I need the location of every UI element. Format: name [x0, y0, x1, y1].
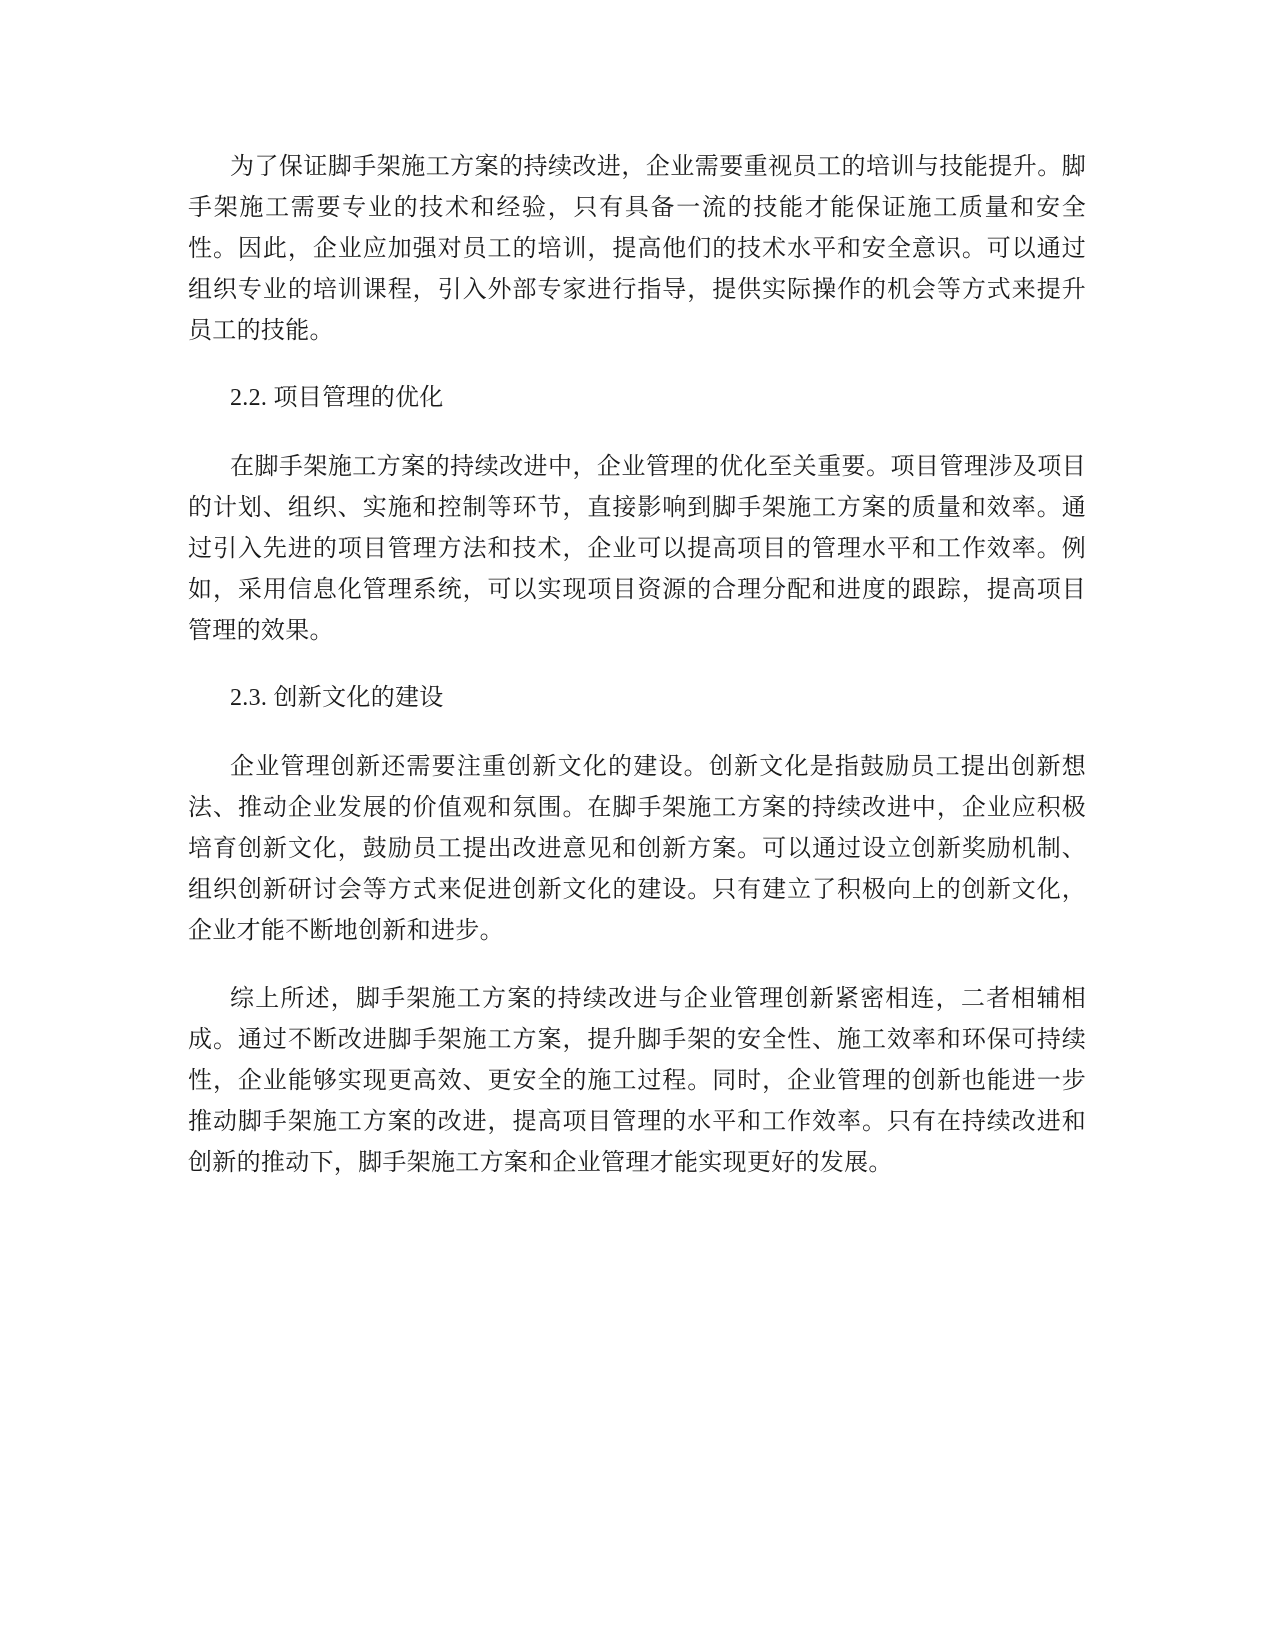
body-paragraph-project-management: 在脚手架施工方案的持续改进中，企业管理的优化至关重要。项目管理涉及项目的计划、组织、实施和控制等环节，直接影响到脚手架施工方案的质量和效率。通过引入先进的项目管理方法和技术，企业可以提高项目的管理水平和工作效率。例如，采用信息化管理系统，可以实现项目资源的合理分配和进度的跟踪，提高项目管理的效果。 — [188, 452, 1086, 644]
body-paragraph-innovation-culture: 企业管理创新还需要注重创新文化的建设。创新文化是指鼓励员工提出创新想法、推动企业发展的价值观和氛围。在脚手架施工方案的持续改进中，企业应积极培育创新文化，鼓励员工提出改进意见和创新方案。可以通过设立创新奖励机制、组织创新研讨会等方式来促进创新文化的建设。只有建立了积极向上的创新文化，企业才能不断地创新和进步。 — [188, 752, 1086, 944]
body-paragraph-conclusion: 综上所述，脚手架施工方案的持续改进与企业管理创新紧密相连，二者相辅相成。通过不断改进脚手架施工方案，提升脚手架的安全性、施工效率和环保可持续性，企业能够实现更高效、更安全的施工过程。同时，企业管理的创新也能进一步推动脚手架施工方案的改进，提高项目管理的水平和工作效率。只有在持续改进和创新的推动下，脚手架施工方案和企业管理才能实现更好的发展。 — [188, 984, 1086, 1176]
section-heading-project-management: 2.2. 项目管理的优化 — [230, 385, 444, 411]
body-paragraph-training: 为了保证脚手架施工方案的持续改进，企业需要重视员工的培训与技能提升。脚手架施工需要专业的技术和经验，只有具备一流的技能才能保证施工质量和安全性。因此，企业应加强对员工的培训，提高他们的技术水平和安全意识。可以通过组织专业的培训课程，引入外部专家进行指导，提供实际操作的机会等方式来提升员工的技能。 — [188, 152, 1086, 344]
document-body — [188, 146, 1086, 1210]
section-heading-innovation-culture: 2.3. 创新文化的建设 — [230, 685, 444, 711]
